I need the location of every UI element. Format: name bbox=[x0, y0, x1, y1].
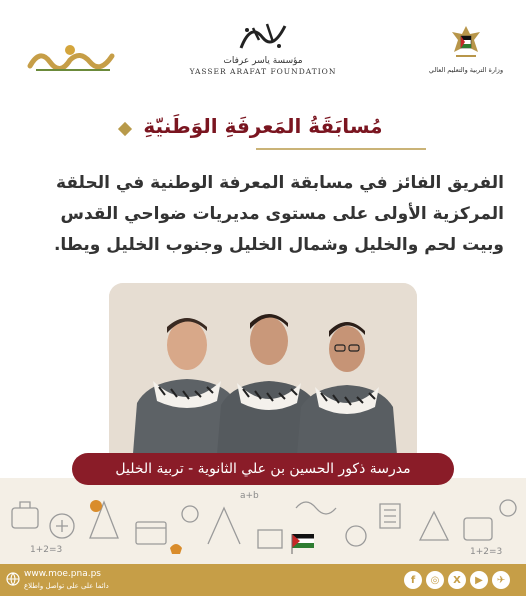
team-photo bbox=[109, 283, 417, 479]
description-text: الفريق الفائز في مسابقة المعرفة الوطنية في الحلقة المركزية الأولى على مستوى مديريات ضواحي القدس وبيت لحم والخليل وشمال الخليل وجنوب الخليل ويطا. bbox=[53, 173, 504, 255]
title-underline bbox=[256, 146, 426, 152]
svg-text:a+b: a+b bbox=[240, 491, 259, 501]
svg-text:1+2=3: 1+2=3 bbox=[470, 547, 503, 557]
palestine-logo-label: فلسطين bbox=[72, 52, 76, 53]
ministry-name: وزارة التربية والتعليم العالي bbox=[428, 66, 504, 74]
x-twitter-icon[interactable]: X bbox=[448, 571, 466, 589]
facebook-icon[interactable]: f bbox=[404, 571, 422, 589]
svg-text:1+2=3: 1+2=3 bbox=[30, 545, 63, 555]
social-links bbox=[404, 571, 510, 589]
title-block bbox=[120, 106, 406, 154]
footer-tagline: دائما على على تواصل واطلاع bbox=[24, 582, 109, 590]
website-link[interactable]: www.moe.pna.ps bbox=[24, 569, 101, 579]
doodle-pattern bbox=[0, 478, 526, 564]
header bbox=[0, 0, 526, 100]
team-photo-illustration bbox=[109, 283, 417, 479]
education-doodle-banner bbox=[0, 478, 526, 564]
page-title: مُسابَقَةُ المَعرفَةِ الوَطَنيّةِ bbox=[143, 114, 383, 138]
foundation-logo bbox=[176, 20, 350, 90]
footer-bar bbox=[0, 564, 526, 596]
globe-icon bbox=[6, 572, 20, 586]
ministry-logo bbox=[420, 22, 512, 88]
foundation-name-ar: مؤسسة ياسر عرفات bbox=[223, 56, 303, 66]
youtube-icon[interactable]: ▶ bbox=[470, 571, 488, 589]
eagle-emblem-icon bbox=[446, 22, 486, 62]
instagram-icon[interactable]: ◎ bbox=[426, 571, 444, 589]
foundation-name-en: YASSER ARAFAT FOUNDATION bbox=[189, 67, 337, 76]
foundation-mark-icon bbox=[233, 20, 293, 54]
school-caption: مدرسة ذكور الحسين بن علي الثانوية - تربية الخليل bbox=[72, 453, 454, 485]
telegram-icon[interactable]: ✈ bbox=[492, 571, 510, 589]
website-info bbox=[24, 568, 109, 592]
palestine-logo bbox=[26, 40, 118, 74]
